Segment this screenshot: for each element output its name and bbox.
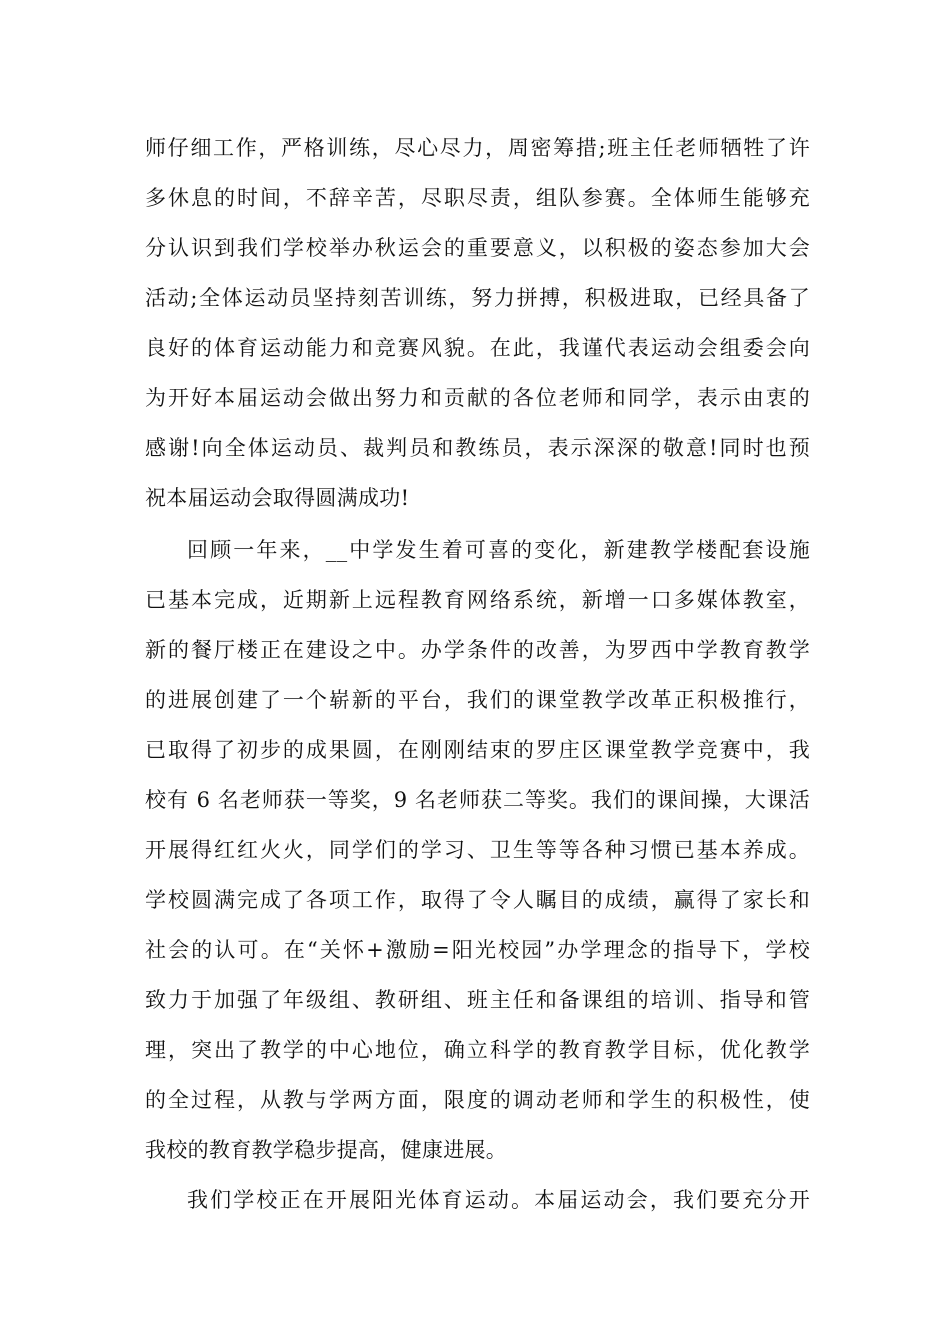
text-line: 多休息的时间，不辞辛苦，尽职尽责，组队参赛。全体师生能够充 bbox=[145, 186, 810, 210]
text-line: 已取得了初步的成果圆，在刚刚结束的罗庄区课堂教学竞赛中，我 bbox=[145, 738, 810, 762]
paragraph-1 bbox=[145, 123, 810, 523]
text-line: 我们学校正在开展阳光体育运动。本届运动会，我们要充分开 bbox=[187, 1188, 810, 1212]
text-line: 感谢!向全体运动员、裁判员和教练员，表示深深的敬意!同时也预 bbox=[145, 436, 810, 460]
text-line: 学校圆满完成了各项工作，取得了令人瞩目的成绩，赢得了家长和 bbox=[145, 888, 810, 912]
text-line: 我校的教育教学稳步提高，健康进展。 bbox=[145, 1138, 508, 1162]
text-line: 新的餐厅楼正在建设之中。办学条件的改善，为罗西中学教育教学 bbox=[145, 638, 810, 662]
text-line: 的进展创建了一个崭新的平台，我们的课堂教学改革正积极推行， bbox=[145, 688, 810, 712]
text-line: 为开好本届运动会做出努力和贡献的各位老师和同学，表示由衷的 bbox=[145, 386, 810, 410]
paragraph-3 bbox=[145, 1175, 810, 1225]
text-line: 师仔细工作，严格训练，尽心尽力，周密筹措;班主任老师牺牲了许 bbox=[145, 136, 810, 160]
text-line: 理，突出了教学的中心地位，确立科学的教育教学目标，优化教学 bbox=[145, 1038, 810, 1062]
text-line: 分认识到我们学校举办秋运会的重要意义，以积极的姿态参加大会 bbox=[145, 236, 810, 260]
paragraph-2 bbox=[145, 525, 810, 1175]
text-line: 活动;全体运动员坚持刻苦训练，努力拼搏，积极进取，已经具备了 bbox=[145, 286, 810, 310]
text-line: 致力于加强了年级组、教研组、班主任和备课组的培训、指导和管 bbox=[145, 988, 810, 1012]
text-line: 已基本完成，近期新上远程教育网络系统，新增一口多媒体教室， bbox=[145, 588, 810, 612]
text-line: 社会的认可。在“关怀+激励=阳光校园”办学理念的指导下，学校 bbox=[145, 938, 810, 962]
text-line: 的全过程，从教与学两方面，限度的调动老师和学生的积极性，使 bbox=[145, 1088, 810, 1112]
text-line: 回顾一年来，__中学发生着可喜的变化，新建教学楼配套设施 bbox=[187, 538, 810, 562]
text-line: 祝本届运动会取得圆满成功! bbox=[145, 486, 410, 510]
text-line: 开展得红红火火，同学们的学习、卫生等等各种习惯已基本养成。 bbox=[145, 838, 810, 862]
text-line: 校有 6 名老师获一等奖，9 名老师获二等奖。我们的课间操，大课活 bbox=[145, 788, 810, 812]
text-line: 良好的体育运动能力和竞赛风貌。在此，我谨代表运动会组委会向 bbox=[145, 336, 810, 360]
